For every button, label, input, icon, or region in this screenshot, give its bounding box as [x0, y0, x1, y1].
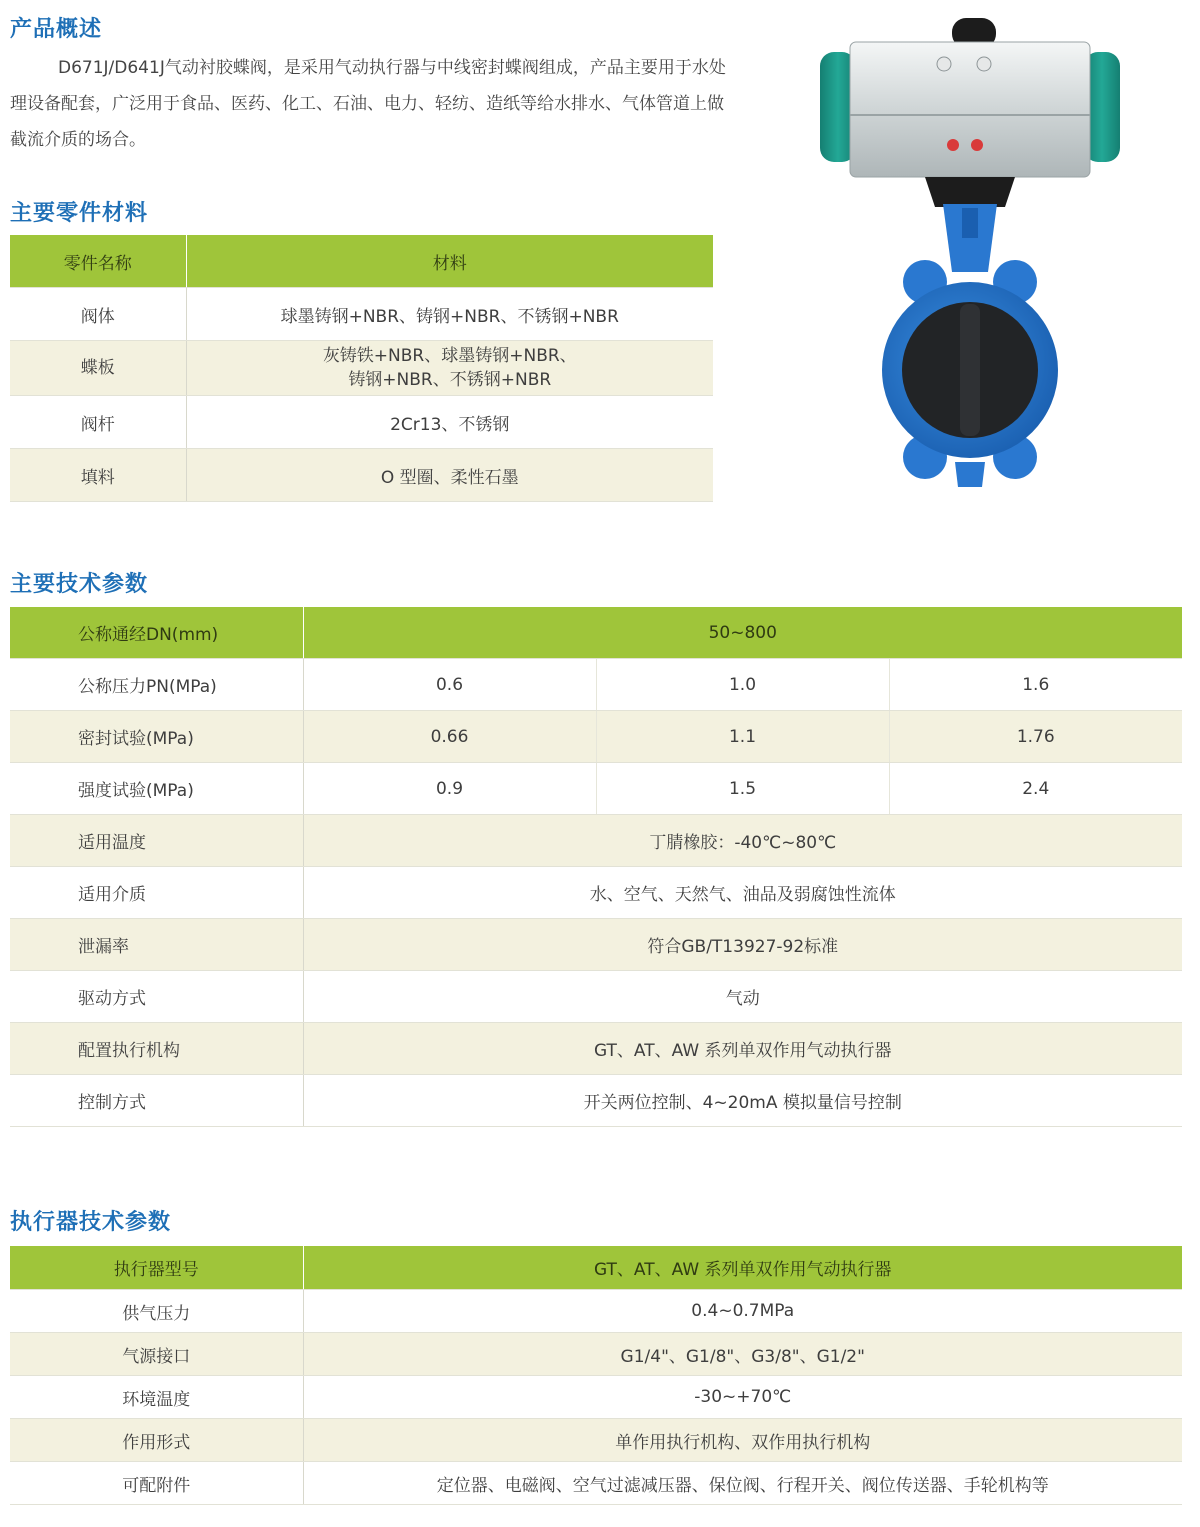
param-value: G1/4"、G1/8"、G3/8"、G1/2"	[303, 1333, 1182, 1376]
param-label: 可配附件	[10, 1462, 303, 1505]
param-value: 单作用执行机构、双作用执行机构	[303, 1419, 1182, 1462]
param-value: 1.5	[596, 763, 889, 815]
parts-table	[10, 235, 713, 502]
param-label: 公称压力PN(MPa)	[10, 659, 303, 711]
param-label: 适用温度	[10, 815, 303, 867]
param-value: 0.6	[303, 659, 596, 711]
param-value: 1.0	[596, 659, 889, 711]
table-row	[10, 1376, 1182, 1419]
param-value: 1.6	[889, 659, 1182, 711]
parts-header-row	[10, 235, 713, 288]
part-name: 填料	[10, 449, 186, 502]
overview-text	[10, 50, 730, 158]
parts-header-name: 零件名称	[10, 235, 186, 288]
part-material: 2Cr13、不锈钢	[186, 396, 713, 449]
actuator-title: 执行器技术参数	[10, 1210, 172, 1235]
table-row	[10, 1462, 1182, 1505]
param-value: GT、AT、AW 系列单双作用气动执行器	[303, 1023, 1182, 1075]
param-value: 0.9	[303, 763, 596, 815]
param-label: 执行器型号	[10, 1246, 303, 1290]
param-value: 定位器、电磁阀、空气过滤减压器、保位阀、行程开关、阀位传送器、手轮机构等	[303, 1462, 1182, 1505]
table-row	[10, 341, 713, 396]
part-material-line2: 铸钢+NBR、不锈钢+NBR	[348, 370, 552, 390]
table-row	[10, 971, 1182, 1023]
table-row	[10, 607, 1182, 659]
param-value: 开关两位控制、4~20mA 模拟量信号控制	[303, 1075, 1182, 1127]
table-row	[10, 919, 1182, 971]
param-label: 公称通经DN(mm)	[10, 607, 303, 659]
param-value: 气动	[303, 971, 1182, 1023]
part-name: 阀杆	[10, 396, 186, 449]
tech-title: 主要技术参数	[10, 572, 149, 597]
part-material: 球墨铸钢+NBR、铸钢+NBR、不锈钢+NBR	[186, 288, 713, 341]
part-material: O 型圈、柔性石墨	[186, 449, 713, 502]
param-label: 供气压力	[10, 1290, 303, 1333]
param-label: 气源接口	[10, 1333, 303, 1376]
param-value: 50~800	[303, 607, 1182, 659]
param-label: 适用介质	[10, 867, 303, 919]
param-label: 配置执行机构	[10, 1023, 303, 1075]
param-value: 0.66	[303, 711, 596, 763]
param-label: 控制方式	[10, 1075, 303, 1127]
param-label: 强度试验(MPa)	[10, 763, 303, 815]
param-value: 丁腈橡胶：-40℃~80℃	[303, 815, 1182, 867]
param-value: 符合GB/T13927-92标准	[303, 919, 1182, 971]
param-value: -30~+70℃	[303, 1376, 1182, 1419]
param-value: 2.4	[889, 763, 1182, 815]
table-row	[10, 659, 1182, 711]
param-value: 0.4~0.7MPa	[303, 1290, 1182, 1333]
part-material	[186, 341, 713, 396]
overview-title: 产品概述	[10, 17, 103, 42]
actuator-params-table	[10, 1246, 1182, 1505]
param-value: 水、空气、天然气、油品及弱腐蚀性流体	[303, 867, 1182, 919]
table-row	[10, 867, 1182, 919]
table-row	[10, 1023, 1182, 1075]
param-label: 环境温度	[10, 1376, 303, 1419]
part-material-line1: 灰铸铁+NBR、球墨铸钢+NBR、	[322, 346, 577, 366]
table-row	[10, 1290, 1182, 1333]
table-row	[10, 1246, 1182, 1290]
table-row	[10, 288, 713, 341]
param-label: 驱动方式	[10, 971, 303, 1023]
param-label: 密封试验(MPa)	[10, 711, 303, 763]
table-row	[10, 1333, 1182, 1376]
param-value: 1.1	[596, 711, 889, 763]
table-row	[10, 396, 713, 449]
table-row	[10, 449, 713, 502]
param-value: GT、AT、AW 系列单双作用气动执行器	[303, 1246, 1182, 1290]
pneumatic-butterfly-valve-image	[810, 12, 1130, 497]
param-value: 1.76	[889, 711, 1182, 763]
param-label: 作用形式	[10, 1419, 303, 1462]
table-row	[10, 815, 1182, 867]
table-row	[10, 1075, 1182, 1127]
table-row	[10, 1419, 1182, 1462]
part-name: 蝶板	[10, 341, 186, 396]
parts-header-material: 材料	[186, 235, 713, 288]
tech-params-table	[10, 607, 1182, 1127]
overview-text-content: D671J/D641J气动衬胶蝶阀，是采用气动执行器与中线密封蝶阀组成，产品主要用于水处理设备配套，广泛用于食品、医药、化工、石油、电力、轻纺、造纸等给水排水、气体管道上做截流介质的场合。	[10, 58, 726, 150]
table-row	[10, 763, 1182, 815]
param-label: 泄漏率	[10, 919, 303, 971]
part-name: 阀体	[10, 288, 186, 341]
parts-title: 主要零件材料	[10, 201, 149, 226]
table-row	[10, 711, 1182, 763]
